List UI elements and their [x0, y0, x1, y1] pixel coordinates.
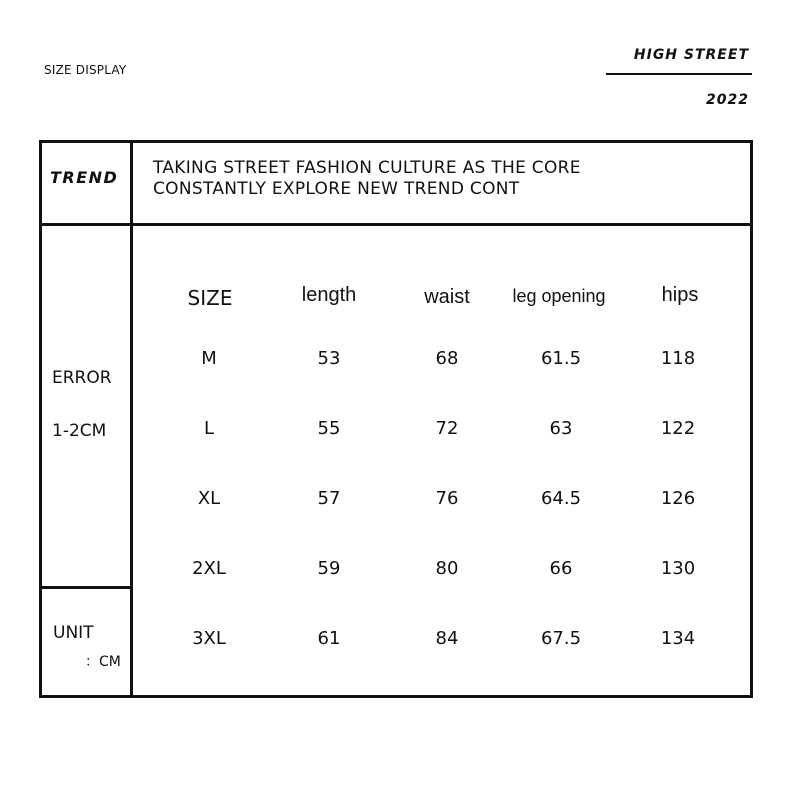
error-range: 1-2CM — [52, 421, 107, 441]
brand-title: HIGH STREET — [633, 47, 749, 63]
column-header-size: SIZE — [187, 286, 233, 310]
unit-label: UNIT — [53, 623, 94, 643]
slogan-line-2: CONSTANTLY EXPLORE NEW TREND CONT — [153, 179, 520, 199]
unit-divider — [39, 586, 133, 589]
cell-length: 55 — [317, 418, 341, 439]
column-header-hips: hips — [661, 284, 699, 306]
cell-leg-opening: 61.5 — [540, 348, 582, 369]
cell-hips: 134 — [660, 628, 696, 649]
cell-leg-opening: 63 — [549, 418, 573, 439]
cell-leg-opening: 66 — [549, 558, 573, 579]
cell-waist: 76 — [435, 488, 459, 509]
year-label: 2022 — [706, 92, 749, 108]
cell-waist: 68 — [435, 348, 459, 369]
cell-size: L — [203, 418, 215, 439]
error-label: ERROR — [52, 368, 112, 388]
brand-underline — [606, 73, 752, 75]
cell-hips: 118 — [660, 348, 696, 369]
cell-waist: 80 — [435, 558, 459, 579]
cell-size: 3XL — [192, 628, 226, 649]
cell-size: 2XL — [192, 558, 226, 579]
cell-waist: 72 — [435, 418, 459, 439]
cell-length: 59 — [317, 558, 341, 579]
cell-length: 61 — [317, 628, 341, 649]
column-header-waist: waist — [424, 286, 470, 308]
cell-leg-opening: 67.5 — [540, 628, 582, 649]
unit-value: ：CM — [85, 654, 121, 670]
column-header-length: length — [301, 284, 357, 306]
size-display-label: SIZE DISPLAY — [44, 63, 127, 77]
cell-hips: 126 — [660, 488, 696, 509]
cell-leg-opening: 64.5 — [540, 488, 582, 509]
slogan — [153, 158, 581, 200]
slogan-line-1: TAKING STREET FASHION CULTURE AS THE CORE — [153, 158, 581, 178]
trend-tag: TREND — [50, 168, 119, 187]
cell-size: XL — [197, 488, 221, 509]
cell-hips: 130 — [660, 558, 696, 579]
column-header-leg-opening: leg opening — [512, 286, 606, 306]
cell-hips: 122 — [660, 418, 696, 439]
cell-size: M — [201, 348, 217, 369]
cell-waist: 84 — [435, 628, 459, 649]
cell-length: 57 — [317, 488, 341, 509]
header-divider — [39, 223, 753, 226]
cell-length: 53 — [317, 348, 341, 369]
